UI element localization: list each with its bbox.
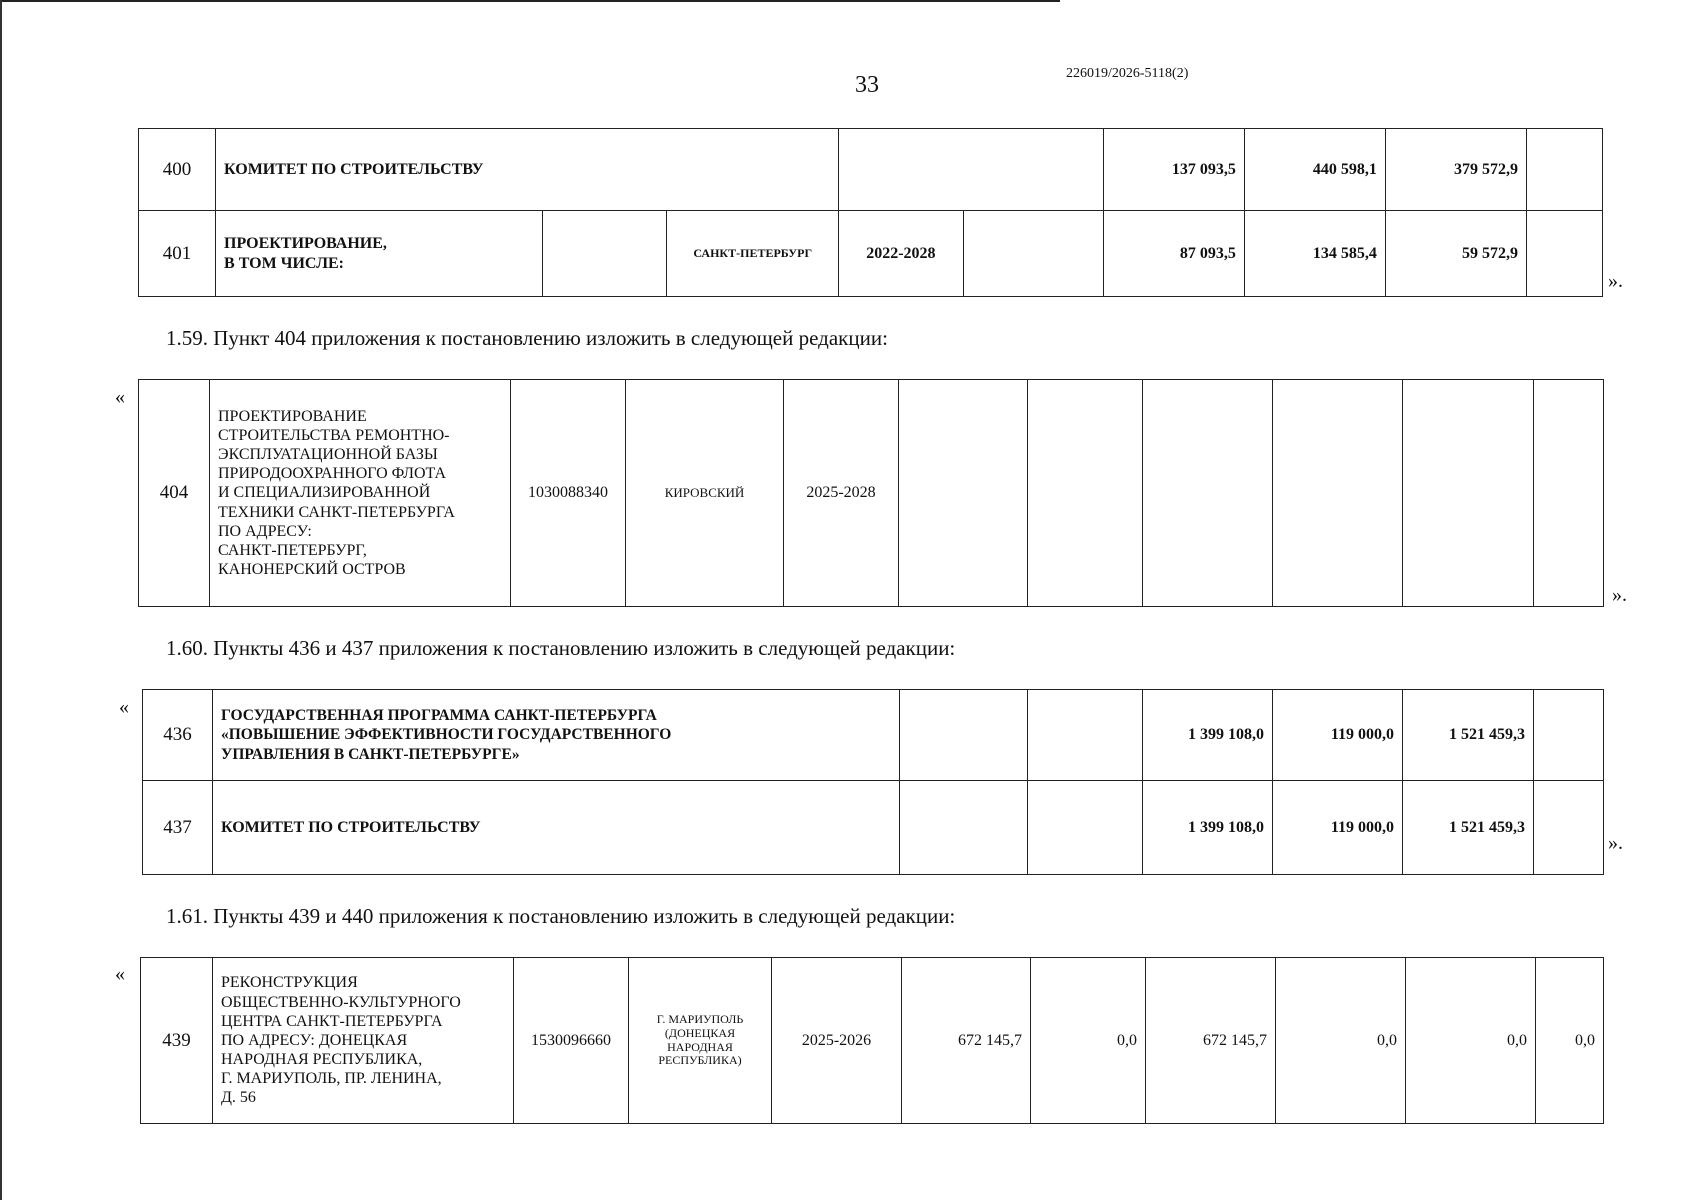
opening-quote: « [115,386,125,408]
table-row [139,211,1603,297]
empty-cell [900,690,1028,781]
empty-cell [1534,380,1604,607]
paragraph-1-60: 1.60. Пункты 436 и 437 приложения к постановлению изложить в следующей редакции: [166,636,956,660]
page-number: 33 [855,72,879,98]
paragraph-1-59: 1.59. Пункт 404 приложения к постановлению изложить в следующей редакции: [166,326,888,350]
empty-cell [1526,211,1602,297]
table-row [143,690,1604,781]
left-border-line [0,0,2,1200]
table-row [141,958,1604,1124]
value-cell: 0,0 [1276,958,1406,1124]
table-row [139,380,1604,607]
district-cell: Г. МАРИУПОЛЬ (ДОНЕЦКАЯ НАРОДНАЯ РЕСПУБЛИКА) [629,958,772,1124]
empty-cell [1028,781,1143,875]
value-cell: 379 572,9 [1385,129,1526,211]
empty-cell [1028,380,1143,607]
value-cell: 672 145,7 [1146,958,1276,1124]
table-row-404 [138,379,1604,607]
period-cell: 2022-2028 [838,211,963,297]
table-row [143,781,1604,875]
value-cell: 87 093,5 [1103,211,1244,297]
empty-cell [1534,781,1604,875]
empty-cell [1143,380,1273,607]
table-rows-436-437 [142,689,1604,875]
row-number: 400 [139,129,216,211]
empty-cell [963,211,1103,297]
value-cell: 1 521 459,3 [1403,781,1534,875]
paragraph-1-61: 1.61. Пункты 439 и 440 приложения к постановлению изложить в следующей редакции: [166,904,956,928]
table-row-439 [140,957,1604,1124]
row-name: ПРОЕКТИРОВАНИЕ СТРОИТЕЛЬСТВА РЕМОНТНО- ЭКСПЛУАТАЦИОННОЙ БАЗЫ ПРИРОДООХРАННОГО ФЛОТА И СПЕЦИАЛИЗИРОВАННОЙ ТЕХНИКИ САНКТ-ПЕТЕРБУРГА ПО АДРЕСУ: САНКТ-ПЕТЕРБУРГ, КАНОНЕРСКИЙ ОСТРОВ [210,380,511,607]
value-cell: 119 000,0 [1273,781,1403,875]
value-cell: 119 000,0 [1273,690,1403,781]
empty-cell [1526,129,1602,211]
code-cell: 1030088340 [511,380,626,607]
empty-cell [900,781,1028,875]
row-name: ГОСУДАРСТВЕННАЯ ПРОГРАММА САНКТ-ПЕТЕРБУРГА «ПОВЫШЕНИЕ ЭФФЕКТИВНОСТИ ГОСУДАРСТВЕННОГО УПРАВЛЕНИЯ В САНКТ-ПЕТЕРБУРГЕ» [213,690,900,781]
closing-quote: ». [1612,584,1627,606]
document-number: 226019/2026-5118(2) [1066,66,1189,81]
value-cell: 672 145,7 [902,958,1031,1124]
closing-quote: ». [1608,270,1623,292]
row-number: 401 [139,211,216,297]
closing-quote: ». [1608,832,1623,854]
row-number: 437 [143,781,213,875]
value-cell: 134 585,4 [1244,211,1385,297]
district-cell: САНКТ-ПЕТЕРБУРГ [667,211,838,297]
opening-quote: « [115,963,125,985]
row-number: 404 [139,380,210,607]
row-name: РЕКОНСТРУКЦИЯ ОБЩЕСТВЕННО-КУЛЬТУРНОГО ЦЕНТРА САНКТ-ПЕТЕРБУРГА ПО АДРЕСУ: ДОНЕЦКАЯ НАРОДНАЯ РЕСПУБЛИКА, Г. МАРИУПОЛЬ, ПР. ЛЕНИНА, Д. 56 [213,958,514,1124]
code-cell: 1530096660 [514,958,629,1124]
period-cell: 2025-2028 [784,380,899,607]
period-cell: 2025-2026 [772,958,902,1124]
empty-cell [1028,690,1143,781]
table-rows-400-401 [138,128,1603,297]
value-cell: 440 598,1 [1244,129,1385,211]
empty-cell [838,129,1103,211]
table-row [139,129,1603,211]
value-cell: 1 399 108,0 [1143,781,1273,875]
row-number: 436 [143,690,213,781]
empty-cell [542,211,667,297]
value-cell: 1 521 459,3 [1403,690,1534,781]
top-border-line [0,0,1060,2]
opening-quote: « [119,696,129,718]
row-number: 439 [141,958,213,1124]
district-cell: КИРОВСКИЙ [626,380,784,607]
row-name: КОМИТЕТ ПО СТРОИТЕЛЬСТВУ [213,781,900,875]
empty-cell [1273,380,1403,607]
empty-cell [1403,380,1534,607]
row-name: ПРОЕКТИРОВАНИЕ, В ТОМ ЧИСЛЕ: [216,211,543,297]
value-cell: 137 093,5 [1103,129,1244,211]
value-cell: 59 572,9 [1385,211,1526,297]
row-name: КОМИТЕТ ПО СТРОИТЕЛЬСТВУ [216,129,839,211]
value-cell: 0,0 [1031,958,1146,1124]
empty-cell [899,380,1028,607]
value-cell: 0,0 [1406,958,1536,1124]
value-cell: 0,0 [1536,958,1604,1124]
empty-cell [1534,690,1604,781]
value-cell: 1 399 108,0 [1143,690,1273,781]
